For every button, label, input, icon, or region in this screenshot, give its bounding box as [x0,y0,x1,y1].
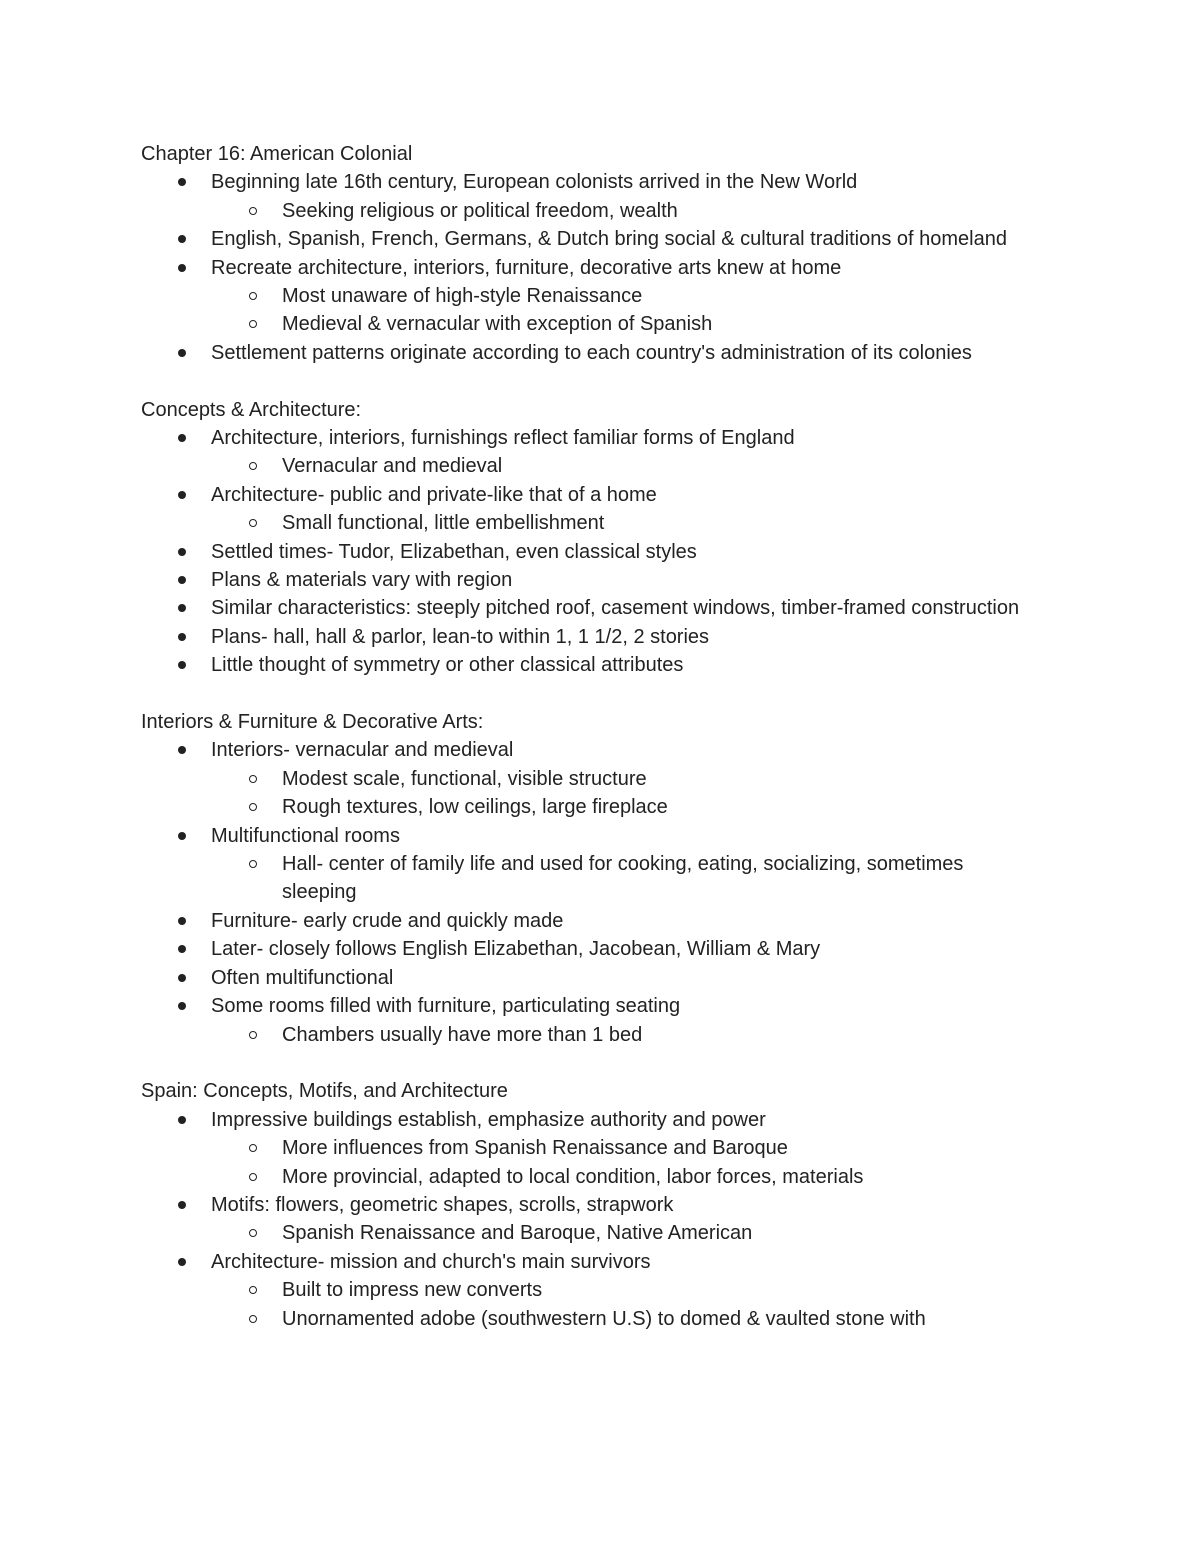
section-heading: Interiors & Furniture & Decorative Arts: [141,711,484,734]
list-item-text: Plans- hall, hall & parlor, lean-to within 1, 1 1/2, 2 stories [211,625,710,648]
sub-list-item [0,282,1042,310]
list-item-text: Rough textures, low ceilings, large fireplace [282,796,668,819]
list-item-text: Small functional, little embellishment [282,512,605,535]
list-item [0,822,1051,850]
list-item-text: Unornamented adobe (southwestern U.S) to domed & vaulted stone with [282,1307,926,1330]
list-item [0,339,1051,367]
list-item-text: Most unaware of high-style Renaissance [282,285,643,308]
sub-list-item [0,1163,1042,1191]
list-item-text: Impressive buildings establish, emphasize authority and power [211,1108,766,1131]
filled-bullet-icon [178,974,186,982]
section [0,708,1200,1049]
bullet-list [0,736,1200,1048]
filled-bullet-icon [178,1002,186,1010]
list-item [0,907,1051,935]
list-item [0,992,1051,1020]
bullet-list [0,168,1200,367]
list-item [0,623,1051,651]
filled-bullet-icon [178,264,186,272]
sub-list-item [0,1021,1042,1049]
list-item-text: Multifunctional rooms [211,824,400,847]
hollow-bullet-icon [249,1286,257,1294]
list-item-text: Furniture- early crude and quickly made [211,909,564,932]
list-item-text: Beginning late 16th century, European colonists arrived in the New World [211,171,858,194]
sub-list-item [0,765,1042,793]
list-item-text: Hall- center of family life and used for cooking, eating, socializing, sometimes sleeping [282,853,964,904]
list-item-text: Settlement patterns originate according to each country's administration of its colonies [211,341,972,364]
list-item-text: Vernacular and medieval [282,455,503,478]
list-item-text: Medieval & vernacular with exception of Spanish [282,313,713,336]
section [0,396,1200,680]
filled-bullet-icon [178,434,186,442]
hollow-bullet-icon [249,462,257,470]
list-item-text: More influences from Spanish Renaissance and Baroque [282,1137,788,1160]
list-item-text: Architecture- mission and church's main survivors [211,1250,651,1273]
bullet-list [0,1106,1200,1333]
list-item-text: Often multifunctional [211,966,394,989]
filled-bullet-icon [178,661,186,669]
list-item-text: Spanish Renaissance and Baroque, Native American [282,1222,753,1245]
list-item [0,168,1051,196]
filled-bullet-icon [178,178,186,186]
filled-bullet-icon [178,548,186,556]
list-item-text: English, Spanish, French, Germans, & Dutch bring social & cultural traditions of homeland [211,228,1007,251]
sub-list-item [0,1219,1042,1247]
bullet-list [0,424,1200,680]
list-item [0,651,1051,679]
list-item-text: Modest scale, functional, visible structure [282,767,647,790]
sub-list-item [0,1276,1042,1304]
filled-bullet-icon [178,746,186,754]
hollow-bullet-icon [249,1031,257,1039]
section-heading: Chapter 16: American Colonial [141,143,413,165]
sub-list-item [0,1305,1042,1333]
filled-bullet-icon [178,491,186,499]
list-item-text: Settled times- Tudor, Elizabethan, even classical styles [211,540,697,563]
list-item [0,964,1051,992]
list-item-text: Little thought of symmetry or other classical attributes [211,654,684,677]
filled-bullet-icon [178,832,186,840]
sub-list-item [0,1134,1042,1162]
hollow-bullet-icon [249,1144,257,1152]
list-item [0,935,1051,963]
hollow-bullet-icon [249,1229,257,1237]
hollow-bullet-icon [249,1173,257,1181]
filled-bullet-icon [178,576,186,584]
list-item [0,1191,1051,1219]
list-item-text: Later- closely follows English Elizabethan, Jacobean, William & Mary [211,938,821,961]
list-item-text: Interiors- vernacular and medieval [211,739,514,762]
sub-list-item [0,793,1042,821]
hollow-bullet-icon [249,207,257,215]
filled-bullet-icon [178,945,186,953]
hollow-bullet-icon [249,775,257,783]
list-item-text: Seeking religious or political freedom, wealth [282,199,678,222]
list-item-text: Motifs: flowers, geometric shapes, scrolls, strapwork [211,1193,674,1216]
list-item-text: Recreate architecture, interiors, furniture, decorative arts knew at home [211,256,842,279]
document-page [0,140,1200,1333]
filled-bullet-icon [178,633,186,641]
list-item [0,1106,1051,1134]
list-item [0,225,1051,253]
list-item-text: Chambers usually have more than 1 bed [282,1023,643,1046]
filled-bullet-icon [178,917,186,925]
hollow-bullet-icon [249,519,257,527]
list-item [0,424,1051,452]
filled-bullet-icon [178,604,186,612]
list-item [0,481,1051,509]
filled-bullet-icon [178,1201,186,1209]
hollow-bullet-icon [249,292,257,300]
filled-bullet-icon [178,1116,186,1124]
list-item [0,254,1051,282]
list-item [0,736,1051,764]
hollow-bullet-icon [249,803,257,811]
sub-list-item [0,197,1042,225]
sub-list-item [0,452,1042,480]
hollow-bullet-icon [249,860,257,868]
list-item-text: Plans & materials vary with region [211,569,513,592]
filled-bullet-icon [178,235,186,243]
section-heading: Concepts & Architecture: [141,398,362,421]
hollow-bullet-icon [249,1315,257,1323]
list-item-text: Similar characteristics: steeply pitched roof, casement windows, timber-framed construction [211,597,1020,620]
filled-bullet-icon [178,1258,186,1266]
section [0,1077,1200,1333]
sub-list-item [0,850,1042,907]
list-item [0,594,1051,622]
list-item-text: More provincial, adapted to local condition, labor forces, materials [282,1165,864,1188]
list-item [0,1248,1051,1276]
hollow-bullet-icon [249,320,257,328]
filled-bullet-icon [178,349,186,357]
sub-list-item [0,509,1042,537]
list-item [0,566,1051,594]
list-item-text: Some rooms filled with furniture, particulating seating [211,995,681,1018]
list-item-text: Built to impress new converts [282,1279,543,1302]
sub-list-item [0,310,1042,338]
section-heading: Spain: Concepts, Motifs, and Architecture [141,1080,508,1103]
section [0,140,1200,367]
list-item-text: Architecture- public and private-like that of a home [211,483,657,506]
list-item [0,538,1051,566]
list-item-text: Architecture, interiors, furnishings reflect familiar forms of England [211,427,795,450]
